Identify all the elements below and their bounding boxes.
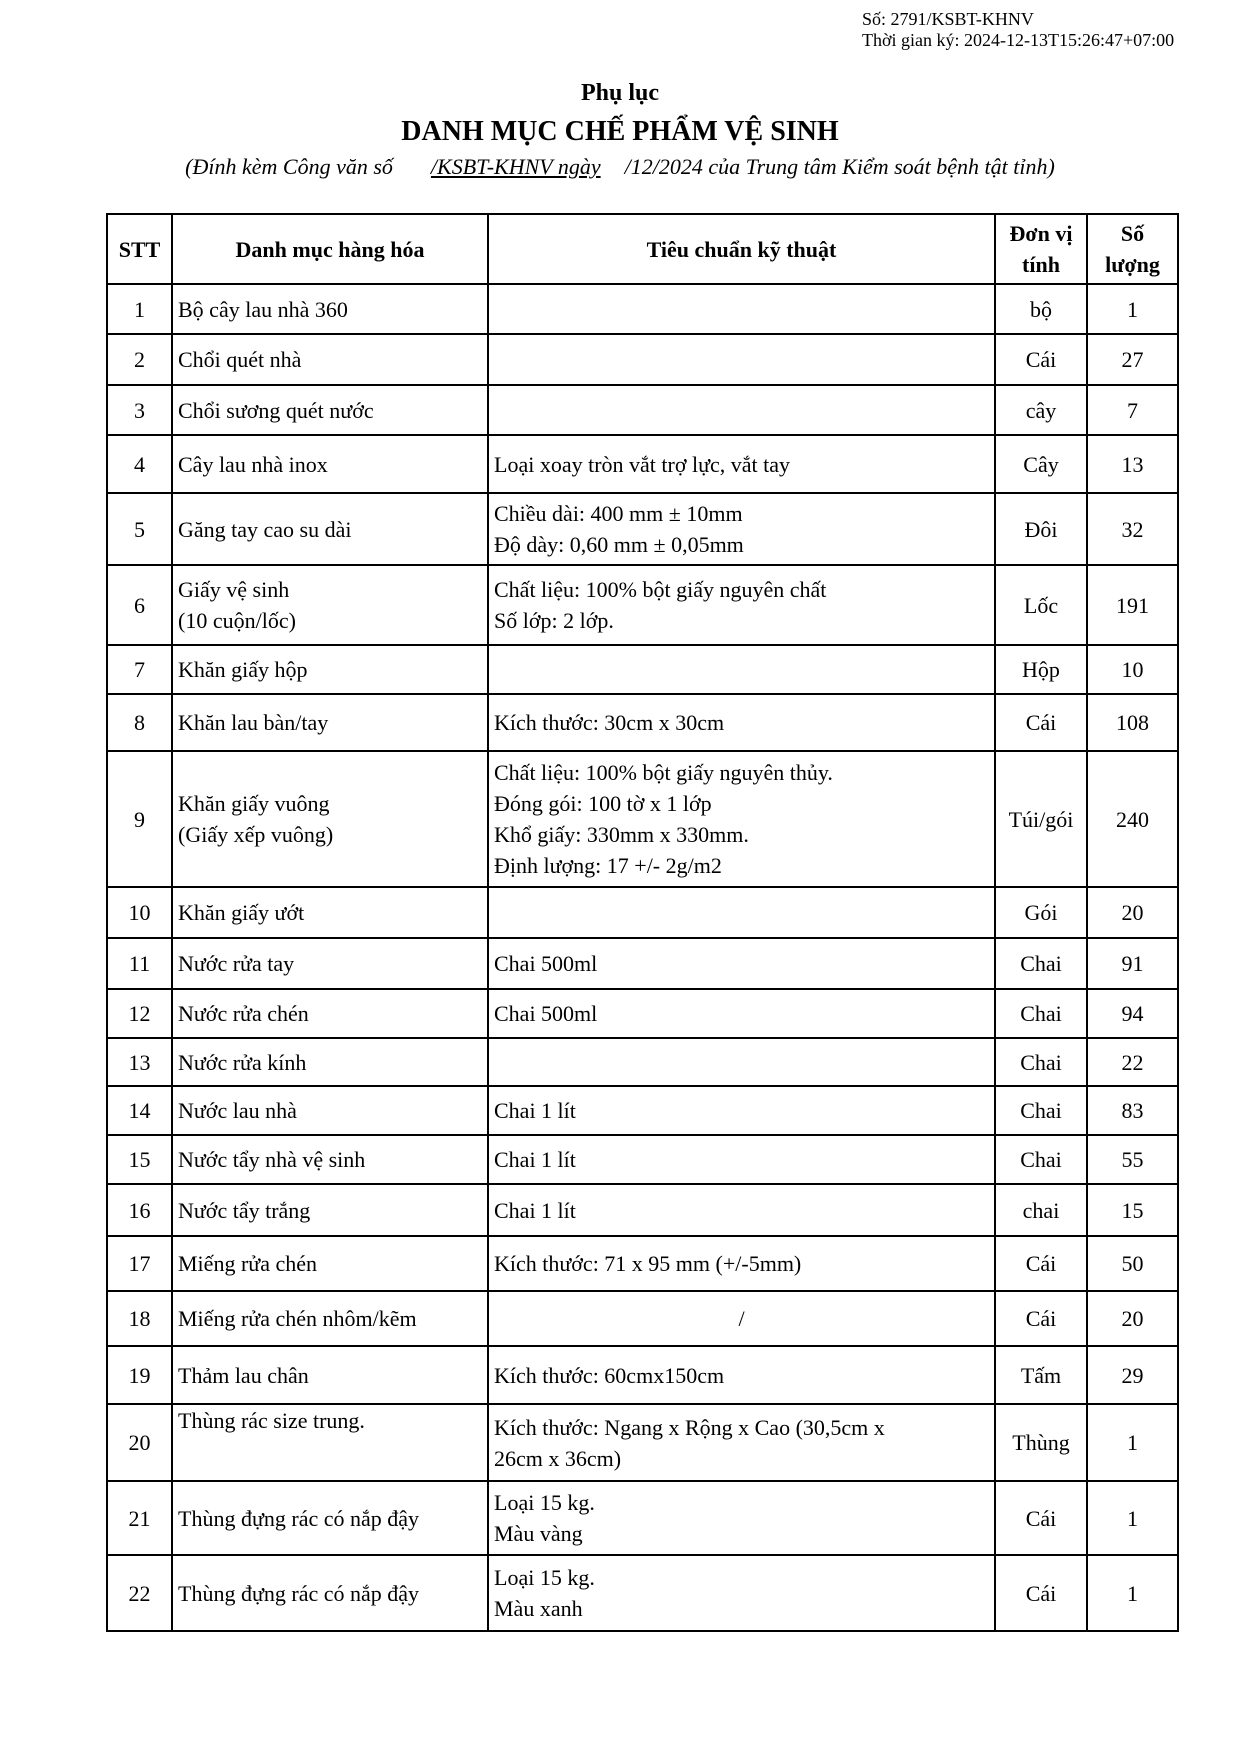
header-unit-line-1: Đơn vị	[1009, 221, 1073, 246]
cell-stt: 11	[107, 938, 172, 989]
cell-unit: Đôi	[995, 493, 1087, 565]
item-line: Thùng đựng rác có nắp đậy	[178, 1580, 420, 1606]
item-line: (10 cuộn/lốc)	[178, 608, 296, 633]
cell-spec	[488, 1481, 995, 1555]
cell-item	[172, 1291, 488, 1346]
item-line: Nước lau nhà	[178, 1098, 297, 1123]
item-line: Nước tẩy nhà vệ sinh	[178, 1147, 366, 1172]
item-line: Khăn giấy ướt	[178, 900, 305, 925]
document-subtitle	[0, 154, 1240, 180]
cell-unit: cây	[995, 385, 1087, 435]
cell-spec	[488, 1184, 995, 1236]
cell-stt: 7	[107, 645, 172, 694]
cell-qty: 55	[1087, 1135, 1178, 1184]
cell-unit: Túi/gói	[995, 751, 1087, 887]
cell-stt: 8	[107, 694, 172, 751]
spec-line: Chiều dài: 400 mm ± 10mm	[494, 501, 743, 526]
cell-item	[172, 1481, 488, 1555]
item-line: Khăn lau bàn/tay	[178, 710, 329, 735]
item-line: Găng tay cao su dài	[178, 516, 352, 542]
cell-spec	[488, 493, 995, 565]
table-row	[107, 1236, 1178, 1291]
cell-spec	[488, 1236, 995, 1291]
cell-unit: chai	[995, 1184, 1087, 1236]
cell-unit: Chai	[995, 1086, 1087, 1135]
product-table	[106, 213, 1179, 1632]
spec-line: Kích thước: 60cmx150cm	[494, 1362, 725, 1388]
header-stt: STT	[107, 214, 172, 284]
cell-stt: 12	[107, 989, 172, 1038]
cell-item	[172, 1346, 488, 1404]
cell-stt: 4	[107, 435, 172, 493]
cell-spec	[488, 645, 995, 694]
item-line: Nước rửa kính	[178, 1049, 307, 1075]
appendix-label: Phụ lục	[580, 80, 660, 106]
cell-qty: 27	[1087, 334, 1178, 385]
header-qty-line-1: Số	[1120, 221, 1145, 246]
item-line: Miếng rửa chén	[178, 1251, 317, 1276]
item-line: Khăn giấy vuông	[178, 791, 330, 816]
spec-line: Loại 15 kg.	[494, 1490, 595, 1515]
cell-qty: 10	[1087, 645, 1178, 694]
cell-spec	[488, 887, 995, 938]
table-row	[107, 284, 1178, 334]
table-row	[107, 989, 1178, 1038]
item-line: Bộ cây lau nhà 360	[178, 296, 348, 322]
cell-item	[172, 938, 488, 989]
spec-line: Kích thước: Ngang x Rộng x Cao (30,5cm x	[494, 1414, 885, 1440]
header-item: Danh mục hàng hóa	[172, 214, 488, 284]
cell-qty: 94	[1087, 989, 1178, 1038]
table-row	[107, 887, 1178, 938]
signed-time: Thời gian ký: 2024-12-13T15:26:47+07:00	[862, 30, 1175, 50]
table-row	[107, 565, 1178, 645]
cell-spec	[488, 938, 995, 989]
document-number: Số: 2791/KSBT-KHNV	[862, 9, 1034, 29]
subtitle-part-1: (Đính kèm Công văn số	[185, 154, 393, 179]
spec-line: Đóng gói: 100 tờ x 1 lớp	[494, 791, 712, 816]
cell-qty: 1	[1087, 284, 1178, 334]
spec-line: /	[738, 1306, 745, 1331]
cell-spec	[488, 751, 995, 887]
cell-unit: Cái	[995, 1291, 1087, 1346]
table-row	[107, 751, 1178, 887]
cell-qty: 108	[1087, 694, 1178, 751]
cell-item	[172, 1038, 488, 1086]
spec-line: Khổ giấy: 330mm x 330mm.	[494, 822, 749, 847]
spec-line: Định lượng: 17 +/- 2g/m2	[494, 853, 722, 878]
cell-item	[172, 1236, 488, 1291]
item-line: Nước rửa tay	[178, 951, 295, 976]
table-row	[107, 385, 1178, 435]
cell-spec	[488, 1555, 995, 1631]
cell-unit: Cái	[995, 694, 1087, 751]
cell-spec	[488, 284, 995, 334]
cell-qty: 7	[1087, 385, 1178, 435]
spec-line: Số lớp: 2 lớp.	[494, 608, 614, 633]
cell-spec	[488, 565, 995, 645]
cell-unit: Tấm	[995, 1346, 1087, 1404]
cell-spec	[488, 1086, 995, 1135]
table-row	[107, 1346, 1178, 1404]
header-unit-line-2: tính	[1022, 252, 1060, 277]
spec-line: 26cm x 36cm)	[494, 1445, 622, 1471]
header-unit	[995, 214, 1087, 284]
cell-qty: 191	[1087, 565, 1178, 645]
item-line: Giấy vệ sinh	[178, 577, 290, 602]
cell-qty: 32	[1087, 493, 1178, 565]
cell-stt: 6	[107, 565, 172, 645]
item-line: Cây lau nhà inox	[178, 451, 328, 477]
table-row	[107, 493, 1178, 565]
cell-unit: Cái	[995, 334, 1087, 385]
cell-item	[172, 565, 488, 645]
spec-line: Chất liệu: 100% bột giấy nguyên thủy.	[494, 760, 833, 785]
table-row	[107, 1135, 1178, 1184]
item-line: Thảm lau chân	[178, 1362, 309, 1388]
cell-item	[172, 1086, 488, 1135]
item-line: Nước rửa chén	[178, 1001, 309, 1026]
cell-stt: 5	[107, 493, 172, 565]
cell-unit: Cái	[995, 1481, 1087, 1555]
cell-item	[172, 493, 488, 565]
table-row	[107, 334, 1178, 385]
spec-line: Màu xanh	[494, 1596, 583, 1621]
cell-qty: 91	[1087, 938, 1178, 989]
header-qty	[1087, 214, 1178, 284]
spec-line: Loại 15 kg.	[494, 1565, 595, 1590]
cell-stt: 20	[107, 1404, 172, 1481]
cell-spec	[488, 1291, 995, 1346]
signature-stamp	[862, 9, 1174, 51]
item-line: Miếng rửa chén nhôm/kẽm	[178, 1306, 417, 1331]
spec-line: Kích thước: 30cm x 30cm	[494, 710, 725, 735]
cell-item	[172, 694, 488, 751]
table-row	[107, 1184, 1178, 1236]
cell-unit: Cây	[995, 435, 1087, 493]
table-row	[107, 694, 1178, 751]
cell-item	[172, 1404, 488, 1481]
cell-spec	[488, 1346, 995, 1404]
spec-line: Chai 500ml	[494, 1001, 598, 1026]
cell-stt: 16	[107, 1184, 172, 1236]
item-line: Khăn giấy hộp	[178, 657, 308, 682]
item-line: Chổi quét nhà	[178, 347, 302, 372]
cell-unit: Thùng	[995, 1404, 1087, 1481]
table-row	[107, 1481, 1178, 1555]
cell-qty: 22	[1087, 1038, 1178, 1086]
cell-spec	[488, 435, 995, 493]
cell-stt: 18	[107, 1291, 172, 1346]
item-line: (Giấy xếp vuông)	[178, 822, 334, 847]
cell-stt: 13	[107, 1038, 172, 1086]
table-row	[107, 1404, 1178, 1481]
cell-unit: Cái	[995, 1236, 1087, 1291]
spec-line: Độ dày: 0,60 mm ± 0,05mm	[494, 532, 744, 557]
item-line: Nước tẩy trắng	[178, 1197, 311, 1223]
cell-stt: 1	[107, 284, 172, 334]
cell-stt: 10	[107, 887, 172, 938]
table-row	[107, 1086, 1178, 1135]
table-body	[107, 284, 1178, 1631]
cell-unit: Chai	[995, 989, 1087, 1038]
cell-stt: 3	[107, 385, 172, 435]
cell-qty: 15	[1087, 1184, 1178, 1236]
cell-item	[172, 385, 488, 435]
table-row	[107, 938, 1178, 989]
cell-spec	[488, 694, 995, 751]
header-qty-line-2: lượng	[1105, 252, 1160, 277]
cell-unit: Chai	[995, 1135, 1087, 1184]
table-row	[107, 1291, 1178, 1346]
cell-qty: 13	[1087, 435, 1178, 493]
cell-item	[172, 887, 488, 938]
cell-spec	[488, 1135, 995, 1184]
cell-unit: bộ	[995, 284, 1087, 334]
spec-line: Chai 1 lít	[494, 1197, 576, 1223]
cell-stt: 15	[107, 1135, 172, 1184]
header-spec: Tiêu chuẩn kỹ thuật	[488, 214, 995, 284]
cell-qty: 50	[1087, 1236, 1178, 1291]
cell-qty: 20	[1087, 1291, 1178, 1346]
cell-qty: 240	[1087, 751, 1178, 887]
spec-line: Chất liệu: 100% bột giấy nguyên chất	[494, 577, 827, 602]
table-row	[107, 1555, 1178, 1631]
cell-qty: 83	[1087, 1086, 1178, 1135]
spec-line: Chai 500ml	[494, 951, 598, 976]
cell-qty: 1	[1087, 1555, 1178, 1631]
cell-qty: 1	[1087, 1481, 1178, 1555]
table-row	[107, 645, 1178, 694]
cell-unit: Gói	[995, 887, 1087, 938]
item-line: Chổi sương quét nước	[178, 397, 374, 423]
document-title: DANH MỤC CHẾ PHẨM VỆ SINH	[401, 116, 839, 147]
cell-unit: Chai	[995, 938, 1087, 989]
table-row	[107, 1038, 1178, 1086]
item-line: Thùng rác size trung.	[178, 1408, 365, 1433]
cell-item	[172, 645, 488, 694]
subtitle-part-2: /KSBT-KHNV ngày	[430, 154, 601, 179]
cell-item	[172, 334, 488, 385]
cell-stt: 22	[107, 1555, 172, 1631]
spec-line: Kích thước: 71 x 95 mm (+/-5mm)	[494, 1251, 802, 1276]
cell-stt: 14	[107, 1086, 172, 1135]
cell-qty: 20	[1087, 887, 1178, 938]
spec-line: Màu vàng	[494, 1521, 583, 1546]
spec-line: Chai 1 lít	[494, 1147, 576, 1172]
cell-item	[172, 751, 488, 887]
cell-item	[172, 1555, 488, 1631]
table-header-row	[107, 214, 1178, 284]
cell-spec	[488, 1038, 995, 1086]
cell-unit: Chai	[995, 1038, 1087, 1086]
cell-qty: 1	[1087, 1404, 1178, 1481]
spec-line: Chai 1 lít	[494, 1098, 576, 1123]
cell-unit: Cái	[995, 1555, 1087, 1631]
cell-spec	[488, 989, 995, 1038]
cell-stt: 21	[107, 1481, 172, 1555]
cell-item	[172, 1184, 488, 1236]
cell-spec	[488, 385, 995, 435]
cell-stt: 9	[107, 751, 172, 887]
spec-line: Loại xoay tròn vắt trợ lực, vắt tay	[494, 451, 791, 477]
cell-unit: Hộp	[995, 645, 1087, 694]
cell-stt: 2	[107, 334, 172, 385]
cell-item	[172, 284, 488, 334]
cell-item	[172, 1135, 488, 1184]
cell-item	[172, 435, 488, 493]
cell-stt: 19	[107, 1346, 172, 1404]
cell-unit: Lốc	[995, 565, 1087, 645]
subtitle-part-3: /12/2024 của Trung tâm Kiểm soát bệnh tật tỉnh)	[624, 154, 1055, 179]
cell-spec	[488, 1404, 995, 1481]
cell-stt: 17	[107, 1236, 172, 1291]
cell-qty: 29	[1087, 1346, 1178, 1404]
cell-item	[172, 989, 488, 1038]
cell-spec	[488, 334, 995, 385]
item-line: Thùng đựng rác có nắp đậy	[178, 1505, 420, 1531]
table-row	[107, 435, 1178, 493]
